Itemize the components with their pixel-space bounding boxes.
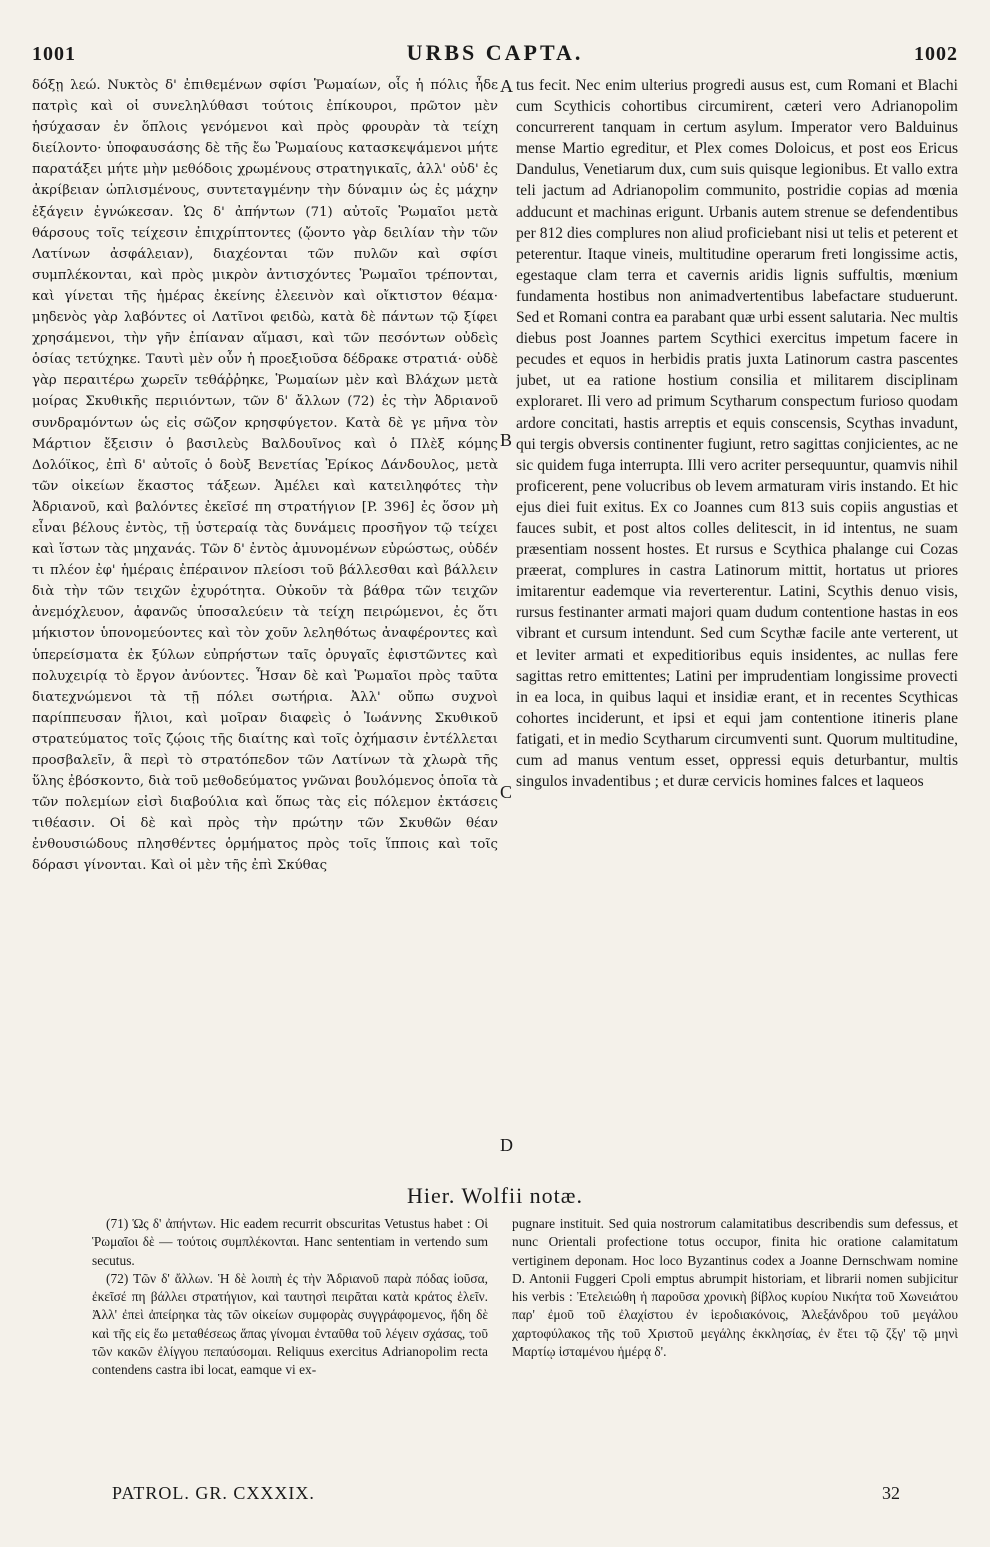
greek-text: δόξῃ λεώ. Νυκτὸς δ' ἐπιθεμένων σφίσι Ῥωμαίων, οἷς ἡ πόλις ἦδε πατρὶς καὶ οἱ συνεληλύθασι τούτοις ἐπίκουροι, πρῶτον μὲν ἡσύχασαν ἐν ὅπλοις γενόμενοι καὶ πρὸς φρουρὰν τὰ τείχη διείλοντο· ὑποφαυσάσης δὲ τῆς ἔω Ῥωμαίους κατασκεψάμενοι μήτε παρατάξει μήτε μὴν μεθόδοις χρωμένους στρατηγικαῖς, ἀλλ' οὐδ' ἐς ἀκρίβειαν ὡπλισμένους, συντεταγμένην τὴν δύναμιν ὡς ἐς μάχην ἐξάγειν ἐγνώκεσαν. Ὡς δ' ἀπήντων (71) αὐτοῖς Ῥωμαῖοι μετὰ θάρσους τοῖς τείχεσιν ἐπιχρίπτοντες (ᾤοντο γὰρ δειλίαν τὴν τῶν Λατίνων ἀσφάλειαν), διαχέονται τῶν πυλῶν καὶ σφίσι συμπλέκονται, καὶ πρὸς μικρὸν ἀντισχόντες Ῥωμαῖοι τρέπονται, καὶ γίνεται τῆς ἡμέρας ἐκείνης ἐλεεινὸν καὶ οἴκτιστον θέαμα· μηδενὸς γὰρ λαβόντες οἱ Λατῖνοι φειδὼ, κατὰ δὲ πάντων τῷ ξίφει χρησάμενοι, τὴν γῆν ἐπίαναν αἵμασι, καὶ τῶν πεσόντων οὐδεὶς ὁσίας τετύχηκε. Ταυτὶ μὲν οὖν ἡ προεξιοῦσα δέδρακε στρατιά· οὐδὲ γὰρ περαιτέρω χωρεῖν τεθάῤῥηκε, Ῥωμαίων μὲν καὶ Βλάχων μετὰ μοίρας Σκυθικῆς περιιόντων, τῶν δ' ἄλλων (72) ἐς τὴν Ἀδριανοῦ συνδραμόντων ὡς εἰς σῶζον κρησφύγετον. Κατὰ δὲ γε μῆνα τὸν Μάρτιον ἔξεισιν ὁ βασιλεὺς Βαλδουῖνος καὶ ὁ Πλὲξ κόμης Δολόϊκος, ἐπὶ δ' αὐτοῖς ὁ δοὺξ Βενετίας Ἐρίκος Δάνδουλος, μετὰ τῶν οἰκείων ἕκαστος τάξεων. Ἀμέλει καὶ κατειληφότες τὴν Ἀδριανοῦ, καὶ βαλόντες ἐκεῖσέ πη στρατήγιον [P. 396] ἐς ὅσον μὴ εἶναι βέλους ἐντὸς, τῇ ὑστεραίᾳ τὰς δυνάμεις προσῆγον τῷ τείχει καὶ ἵστων τὰς μηχανάς. Τῶν δ' ἐντὸς ἀμυνομένων εὐρώστως, οὐδέν τι πλέον ἐφ' ἡμέραις ἐπέραινον πλείοσι τοῦ βάλλεσθαι καὶ βάλλειν διὰ τὴν τῶν τειχῶν ἐχυρότητα. Οὐκοῦν τὰ βάθρα τῶν τειχῶν ἀνεμόχλευον, ἀφανῶς ὑποσαλεύειν τὰ τείχη πειρώμενοι, ἐς ὅτι μήκιστον ὑπονομεύοντες καὶ τὸν χοῦν λεληθότως ἀναφέροντες καὶ ὑπερείσματα ἐκ ξύλων εὐπρήστων ταῖς ὀρυγαῖς ἐφιστῶντες καὶ πολυχειρίᾳ τὸ ἔργον ἀνύοντες. Ἦσαν δὲ καὶ Ῥωμαῖοι πρὸς ταῦτα διατεχνώμενοι τὰ τῇ πόλει σωτήρια. Ἀλλ' οὔπω συχνοὶ παρίππευσαν ἥλιοι, καὶ μοῖραν διαφεὶς ὁ Ἰωάννης Σκυθικοῦ στρατεύματος τοῖς ζῴοις τῆς διαίτης καὶ τοῖς ὀχήμασιν ἐντέλλεται προσβαλεῖν, ἃ περὶ τὸ στρατόπεδον τῶν Λατίνων τὰ χλωρὰ τῆς ὕλης ἐβόσκοντο, διὰ τοῦ μεθοδεύματος γνῶναι βουλόμενος ὁποῖα τὰ τῶν πολεμίων εἰσὶ διαβούλια καὶ ὅπως τὰς εἰς πόλεμον ἐκτάσεις τιθέασιν. Οἱ δὲ καὶ πρὸς τὴν πρώτην τῶν Σκυθῶν θέαν ἐνθουσιώδους πλησθέντες ὁρμήματος πρὸς τοῖς ἵπποις καὶ τοῖς δόρασι γίνονται. Καὶ οἱ μὲν τῆς ἐπὶ Σκύθας <box>32 78 498 874</box>
running-header <box>32 40 958 70</box>
note-72: (72) Τῶν δ' ἄλλων. Ἡ δὲ λοιπὴ ἐς τὴν Ἀδριανοῦ παρὰ πόδας ἰοῦσα, ἐκεῖσέ πη βάλλει στρατήγιον, καὶ ταυτησὶ πειρᾶται κατὰ κράτος ἑλεῖν. Ἀλλ' ἐπεὶ ἀπείρηκα τὰς τῶν οἰκείων συμφορὰς συγγράφομενος, ἤδη δὲ καὶ τῆς εἰς ἕω μεταθέσεως ἅπας γίνομαι ἐνταῦθα τοῦ λέγειν σχάσας, τοῦ τῶν κακῶν ἐλίγγου πεπαύσομαι. Reliquus exercitus Adrianopolim recta contendens castra ibi locat, eamque vi ex- <box>92 1270 488 1378</box>
note-72-continued: pugnare instituit. Sed quia nostrorum calamitatibus describendis sum defessus, et nunc Orientali profectione totus occupor, finita hic oratione calamitatum vertiginem deponam. Hoc loco Byzantinus codex a Joanne Dernschwam nomine D. Antonii Fuggeri Cpoli emptus abrumpit historiam, et librarii nomen subjicitur his verbis : Ἐτελειώθη ἡ παροῦσα χρονικὴ βίβλος κυρίου Νικήτα τοῦ Χωνειάτου παρ' ἐμοῦ τοῦ ἐλαχίστου ἐν ἱεροδιακόνοις, Ἀλεξάνδρου τοῦ μεγάλου χαρτοφύλακος τῆς τοῦ Χριστοῦ μεγάλης ἐκκλησίας, ἐν ἔτει τῷ ζξγ' τῷ μηνὶ Μαρτίῳ ἱσταμένου ἡμέρᾳ δ'. <box>512 1216 958 1360</box>
margin-marker-a: A <box>500 76 513 96</box>
notes-left-column <box>92 1215 488 1465</box>
page-footer <box>112 1483 900 1511</box>
margin-marker-b: B <box>500 430 513 450</box>
margin-marker-c: C <box>500 782 513 802</box>
margin-marker-d: D <box>500 1135 513 1155</box>
latin-text: tus fecit. Nec enim ulterius progredi ausus est, cum Romani et Blachi cum Scythicis cohortibus circumirent, cæteri vero Adrianopolim concurrerent tanquam in certum asylum. Imperator vero Balduinus mense Martio egreditur, et Plex comes Doloicus, et post eos Ericus Dandulus, Venetiarum dux, cum suis quisque legionibus. Et vallo extra teli jactum ad Adrianopolim communito, postridie copias ad mœnia adducunt et machinas erigunt. Urbanis autem strenue se defendentibus per 812 dies complures non aliud proficiebant nisi ut telis et peterent et peterentur. Itaque vineis, multitudine operarum freti longissime actis, egestaque clam terra et cavernis aridis lignis suffultis, mœnium fundamenta hostibus non animadvertentibus labefactare studuerunt. Sed et Romani contra ea parabant quæ urbi essent salutaria. Nec multis diebus post Joannes partem Scythici exercitus impetum facere in pecudes et equos in herbidis pratis juxta Latinorum castra pascentes jubet, ut ea ratione hostium consilia et militarem disciplinam exploraret. Ili vero ad primum Scytharum conspectum furioso quodam ardore concitati, hastis arreptis et equis conscensis, Scythas invadunt, qui tergis obversis continenter fugiunt, retro sagittas conjicientes, ac ne sic quidem fuga interrupta. Illi vero acriter persequuntur, quamvis nihil proficerent, pene volucribus ob levem armaturam viris instando. Et hic ejus diei fuit exitus. Ex co Joannes cum 813 suis copiis angustias et fauces subit, et post altos colles delitescit, in id intentus, ne suam præsentiam nossent hostes. Et rursus e Scythica phalange cui Cozas præerat, complures in castra Latinorum mittit, hortatus ut priores imitarentur eademque via reverterentur. Latini, Scythis denuo visis, rursus festinanter armati majori quam dudum contentione hastas in eos vibrant et cursum intendunt. Sed cum Scythæ facile ante verterent, ut et leviter armati et expeditioribus equis insidentes, ac nullas fere sagittas retro emittentes; Latini per imprudentiam longissime provecti in ea loca, in quibus laqui et insidiæ erant, et in recentes Scythicas cohortes inciderunt, et ipsi et equi jam contentione itineris plane fatigati, et in medio Scytharum circumventi sunt. Quorum multitudine, cum ad manus ventum esset, oppressi equis deturbantur, multis singulos invadentibus ; et duræ cervicis homines falces et laqueos <box>516 77 958 791</box>
page-number-left: 1001 <box>32 43 76 65</box>
gathering-number: 32 <box>882 1483 900 1503</box>
note-71: (71) Ὡς δ' ἀπήντων. Hic eadem recurrit obscuritas Vetustus habet : Οἱ Ῥωμαῖοι δὲ — τούτοις συμπλέκονται. Hanc sententiam in vertendo sum secutus. <box>92 1216 488 1268</box>
running-title: URBS CAPTA. <box>406 40 584 65</box>
latin-text-column <box>516 75 958 1175</box>
notes-right-column <box>512 1215 958 1465</box>
notes-heading: Hier. Wolfii notæ. <box>407 1183 583 1208</box>
greek-text-column <box>32 75 498 1175</box>
footer-signature: PATROL. GR. CXXXIX. <box>112 1483 315 1503</box>
page-number-right: 1002 <box>913 43 958 65</box>
